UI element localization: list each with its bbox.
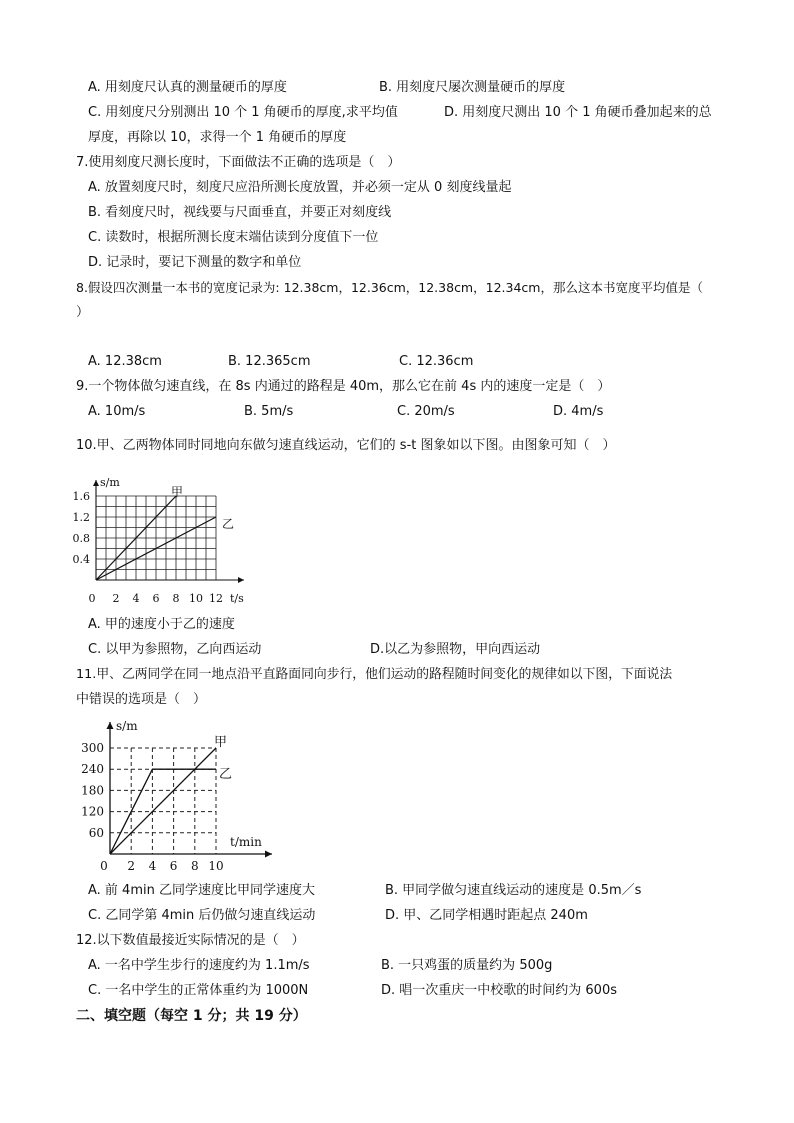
q7-option-d: D. 记录时，要记下测量的数字和单位 [88, 255, 302, 270]
q10-grid [96, 496, 216, 580]
series-label-jia: 甲 [214, 735, 228, 750]
q11-option-d: D. 甲、乙同学相遇时距起点 240m [385, 908, 588, 923]
x-axis-arrow-icon [238, 577, 244, 583]
q11-series [110, 748, 216, 854]
q11-labels [81, 719, 262, 873]
y-tick-label: 1.2 [72, 511, 90, 524]
q12-option-b: B. 一只鸡蛋的质量约为 500g [381, 958, 553, 973]
q6-option-d: D. 用刻度尺测出 10 个 1 角硬币叠加起来的总 [444, 105, 712, 120]
y-tick-label: 240 [81, 762, 104, 777]
q8-option-b: B. 12.365cm [228, 354, 311, 369]
q12-option-a: A. 一名中学生步行的速度约为 1.1m/s [88, 958, 310, 973]
x-tick-label: 4 [148, 859, 157, 873]
series-label-yi: 乙 [222, 517, 235, 531]
q12-option-d: D. 唱一次重庆一中校歌的时间约为 600s [381, 983, 617, 998]
x-axis-label: t/s [230, 592, 244, 605]
q10-st-graph [70, 476, 250, 606]
y-tick-label: 180 [81, 783, 104, 798]
q10-stem: 10.甲、乙两物体同时同地向东做匀速直线运动，它们的 s-t 图象如以下图。由图象可知（ ） [76, 438, 616, 453]
q10-option-c: C. 以甲为参照物，乙向西运动 [88, 642, 262, 657]
y-tick-label: 300 [81, 741, 104, 755]
q9-stem: 9.一个物体做匀速直线，在 8s 内通过的路程是 40m，那么它在前 4s 内的速度一定是（ ） [76, 379, 611, 394]
q11-st-graph [80, 718, 280, 873]
q12-option-c: C. 一名中学生的正常体重约为 1000N [88, 983, 309, 998]
y-tick-label: 0.8 [72, 532, 90, 545]
q12-stem: 12.以下数值最接近实际情况的是（ ） [76, 933, 305, 948]
x-tick-label: 2 [127, 859, 136, 873]
q10-labels [73, 476, 245, 605]
x-tick-label: 0 [100, 859, 108, 873]
y-axis-arrow-icon [107, 722, 114, 729]
x-tick-label: 12 [209, 592, 223, 605]
q11-stem-continued: 中错误的选项是（ ） [76, 692, 207, 707]
x-tick-label: 6 [169, 859, 178, 873]
y-tick-label: 1.6 [72, 490, 90, 503]
q6-option-b: B. 用刻度尺屡次测量硬币的厚度 [379, 80, 566, 95]
series-label-jia: 甲 [171, 485, 184, 499]
y-axis-label: s/m [116, 719, 138, 733]
q8-option-a: A. 12.38cm [88, 354, 162, 369]
q10-option-a: A. 甲的速度小于乙的速度 [88, 617, 235, 632]
x-tick-label: 4 [132, 592, 140, 605]
q10-option-d: D.以乙为参照物，甲向西运动 [370, 642, 541, 657]
y-tick-label: 120 [81, 804, 104, 819]
q8-option-c: C. 12.36cm [399, 354, 474, 369]
y-axis-arrow-icon [93, 480, 99, 486]
x-tick-label: 0 [88, 592, 96, 605]
q6-option-a: A. 用刻度尺认真的测量硬币的厚度 [88, 80, 287, 95]
x-tick-label: 8 [172, 592, 180, 605]
q9-option-d: D. 4m/s [553, 404, 604, 419]
x-axis-label: t/min [230, 835, 262, 849]
series-label-yi: 乙 [219, 767, 233, 782]
q8-stem: 8.假设四次测量一本书的宽度记录为: 12.38cm，12.36cm，12.38cm，12.34cm，那么这本书宽度平均值是（ [76, 280, 703, 295]
q7-stem: 7.使用刻度尺测长度时，下面做法不正确的选项是（ ） [76, 155, 401, 170]
x-tick-label: 10 [208, 859, 224, 873]
x-axis-arrow-icon [265, 851, 272, 858]
q7-option-b: B. 看刻度尺时，视线要与尺面垂直，并要正对刻度线 [88, 205, 392, 220]
q9-option-a: A. 10m/s [88, 404, 146, 419]
q9-option-c: C. 20m/s [397, 404, 455, 419]
q9-option-b: B. 5m/s [244, 404, 294, 419]
x-tick-label: 8 [190, 859, 199, 873]
q8-stem-continued: ） [76, 305, 90, 320]
y-axis-label: s/m [100, 476, 120, 489]
q6-option-d-continued: 厚度，再除以 10，求得一个 1 角硬币的厚度 [88, 130, 347, 145]
series-line-jia [110, 748, 216, 854]
y-tick-label: 0.4 [72, 553, 90, 566]
q11-stem: 11.甲、乙两同学在同一地点沿平直路面同向步行，他们运动的路程随时间变化的规律如以下图，下面说法 [76, 667, 673, 682]
section-2-heading: 二、填空题（每空 1 分；共 19 分） [76, 1008, 307, 1024]
q11-option-c: C. 乙同学第 4min 后仍做匀速直线运动 [88, 908, 316, 923]
x-tick-label: 10 [189, 592, 203, 605]
q11-option-b: B. 甲同学做匀速直线运动的速度是 0.5m／s [385, 883, 642, 898]
y-tick-label: 60 [88, 825, 104, 840]
x-tick-label: 6 [152, 592, 160, 605]
q6-option-c: C. 用刻度尺分别测出 10 个 1 角硬币的厚度,求平均值 [88, 105, 398, 120]
q11-option-a: A. 前 4min 乙同学速度比甲同学速度大 [88, 883, 315, 898]
x-tick-label: 2 [112, 592, 120, 605]
q7-option-a: A. 放置刻度尺时，刻度尺应沿所测长度放置，并必须一定从 0 刻度线量起 [88, 180, 512, 195]
q7-option-c: C. 读数时，根据所测长度末端估读到分度值下一位 [88, 230, 379, 245]
